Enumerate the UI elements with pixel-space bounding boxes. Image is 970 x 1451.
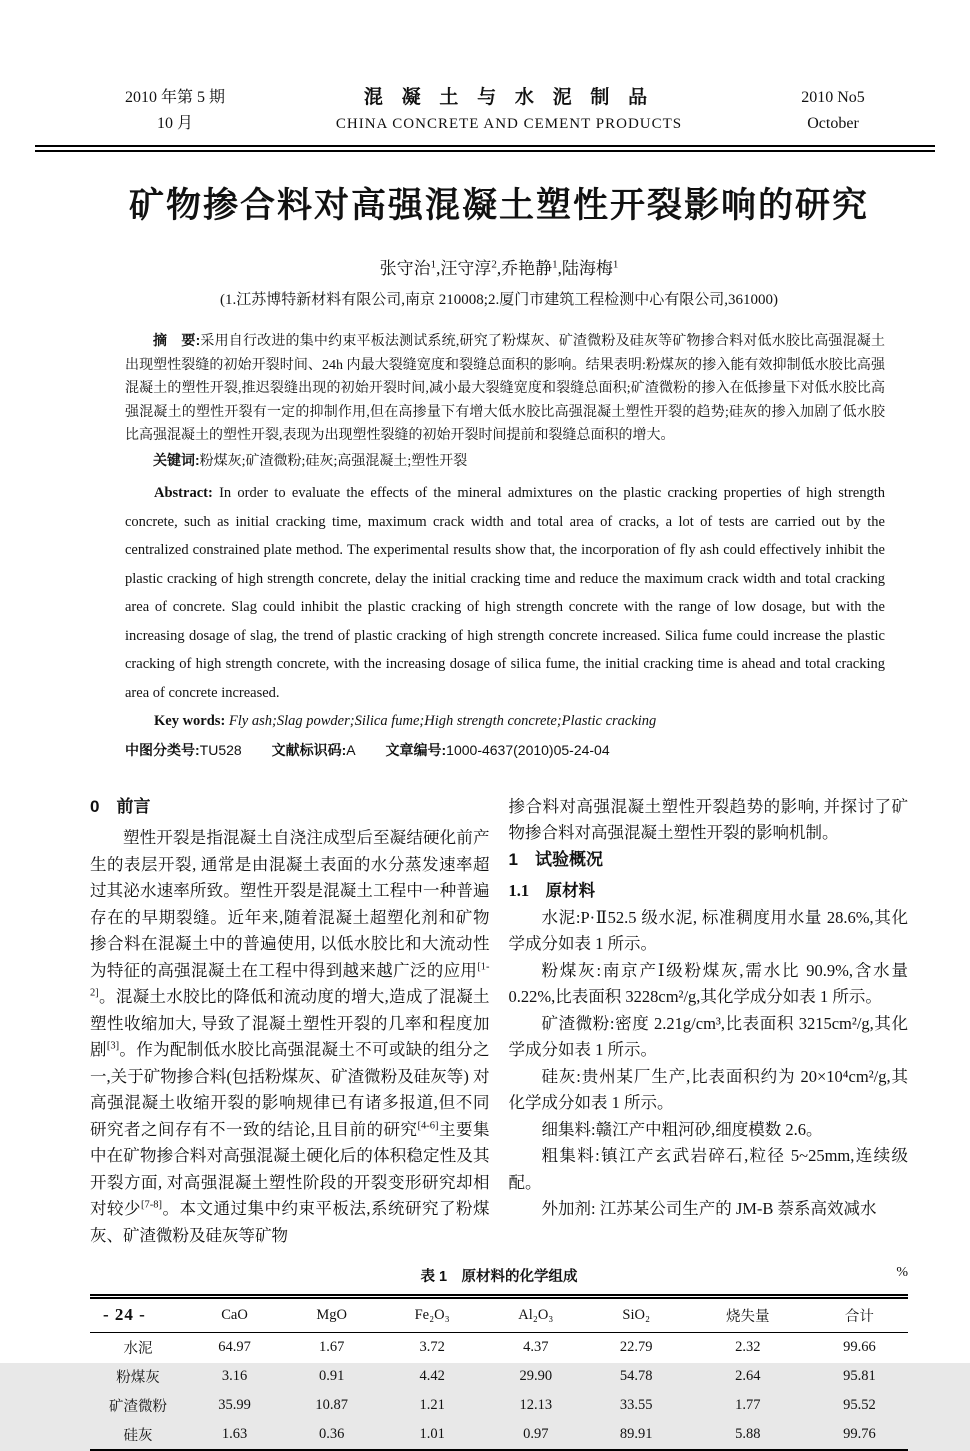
body-text: 主要集中在矿物掺合料对高强混凝土硬化后的体积稳定性及其开裂方面, 对高强混凝土塑性阶段的开裂变形研究却相对较少	[90, 1119, 490, 1218]
journal-name-en: CHINA CONCRETE AND CEMENT PRODUCTS	[335, 116, 683, 132]
section-1-heading: 1 试验概况	[508, 849, 603, 869]
author	[436, 259, 497, 278]
table-cell: 1.67	[319, 1339, 345, 1355]
author-name: 张守治	[379, 259, 431, 278]
chemical-composition-table	[90, 1294, 908, 1451]
left-column	[90, 794, 490, 1250]
table-1-unit: %	[896, 1265, 908, 1280]
table-cell: 0.97	[523, 1426, 549, 1442]
body-text: 。本文通过集中约束平板法,系统研究了粉煤灰、矿渣微粉及硅灰等矿物	[90, 1199, 490, 1245]
table-cell: 64.97	[218, 1339, 251, 1355]
section-0-paragraph	[90, 825, 490, 1249]
table-cell: 29.90	[519, 1368, 553, 1384]
section-1-1-heading: 1.1 原材料	[508, 881, 596, 900]
clc-group	[125, 742, 242, 758]
journal-issue-cn	[90, 85, 260, 137]
table-cell: 95.52	[843, 1397, 876, 1413]
author	[497, 259, 558, 278]
material-paragraph-admixture: 外加剂: 江苏某公司生产的 JM-B 萘系高效减水	[541, 1199, 877, 1218]
table-header-cell: Fe₂O₃	[380, 1297, 484, 1333]
table-cell: 4.42	[419, 1368, 445, 1384]
continuation-paragraph: 掺合料对高强混凝土塑性开裂趋势的影响, 并探讨了矿物掺合料对高强混凝土塑性开裂的影响机制。	[508, 796, 908, 842]
body-columns	[90, 794, 908, 1250]
table-header-cell: Al₂O₃	[484, 1297, 588, 1333]
author-affil-sup: 1	[552, 258, 558, 271]
author-affil-sup: 1	[430, 258, 437, 271]
table-row	[90, 1333, 908, 1363]
keywords-en-label: Key words:	[154, 713, 226, 729]
material-paragraph-fine-aggregate: 细集料:赣江产中粗河砂,细度模数 2.6。	[541, 1119, 823, 1139]
header-divider-rule	[35, 145, 935, 152]
month-cn-line: 10 月	[156, 115, 193, 132]
section-0-heading: 0 前言	[90, 796, 151, 816]
keywords-cn-line	[125, 449, 885, 474]
body-text: 。混凝土水胶比的降低和流动度的增大,造成了混凝土塑性收缩加大, 导致了混凝土塑性开裂的几率和程度加剧	[90, 987, 490, 1059]
material-paragraph-silica-fume: 硅灰:贵州某厂生产,比表面积约为 20×10⁴cm²/g,其化学成分如表 1 所示。	[508, 1066, 908, 1112]
doc-code-label: 文献标识码:	[271, 741, 347, 758]
author	[380, 259, 437, 278]
author-affil-sup: 2	[491, 258, 497, 271]
material-paragraph-fly-ash: 粉煤灰:南京产Ⅰ级粉煤灰,需水比 90.9%,含水量 0.22%,比表面积 3228cm²/g,其化学成分如表 1 所示。	[508, 960, 908, 1006]
table-cell: 54.78	[619, 1368, 653, 1384]
article-id-group	[386, 742, 610, 758]
issue-cn-line: 2010 年第 5 期	[124, 89, 225, 106]
table-cell: 0.36	[319, 1426, 345, 1442]
table-cell: 12.13	[519, 1397, 553, 1413]
material-name-cell: 矿渣微粉	[109, 1399, 167, 1415]
citation-ref: [3]	[106, 1040, 120, 1052]
citation-ref: [7-8]	[140, 1199, 162, 1211]
table-cell: 1.01	[419, 1426, 445, 1442]
author	[558, 259, 619, 278]
citation-ref: [4-6]	[417, 1120, 439, 1131]
table-cell: 2.32	[735, 1339, 761, 1355]
table-row	[90, 1362, 908, 1391]
material-name-cell: 水泥	[123, 1341, 153, 1357]
month-en-line: October	[807, 115, 859, 132]
table-cell: 2.64	[735, 1368, 761, 1384]
author-name: ,汪守淳	[436, 259, 492, 278]
journal-name-block	[260, 85, 758, 137]
table-header-cell: 合计	[811, 1297, 908, 1333]
abstract-cn-text: 采用自行改进的集中约束平板法测试系统,研究了粉煤灰、矿渣微粉及硅灰等矿物掺合料对低水胶比高强混凝土出现塑性裂缝的初始开裂时间、24h 内最大裂缝宽度和裂缝总面积的影响。结果表明:粉煤灰的掺入能有效抑制低水胶比高强混凝土的塑性开裂,推迟裂缝出现的初始开裂时间,减小最大裂缝宽度和裂缝总面积;矿渣微粉的掺入在低掺量下对低水胶比高强混凝土的塑性开裂有一定的抑制作用,但在高掺量下有增大低水胶比高强混凝土塑性开裂的趋势;硅灰的掺入加剧了低水胶比高强混凝土的塑性开裂,表现为出现塑性裂缝的初始开裂时间提前和裂缝总面积的增大。	[125, 334, 885, 443]
table-cell: 99.66	[843, 1339, 876, 1355]
table-header-cell: SiO₂	[588, 1297, 685, 1333]
abstract-en-paragraph	[125, 479, 885, 707]
right-column	[509, 794, 909, 1250]
abstract-cn-paragraph	[125, 329, 885, 448]
table-row	[90, 1420, 908, 1450]
table-cell: 22.79	[619, 1339, 653, 1355]
table-cell: 89.91	[619, 1426, 653, 1442]
article-id-label: 文章编号:	[385, 741, 447, 758]
journal-issue-en	[758, 85, 908, 137]
table-header-cell: CaO	[186, 1297, 283, 1333]
table-header	[90, 1297, 908, 1333]
table-cell: 1.63	[221, 1426, 248, 1442]
table-cell: 5.88	[735, 1426, 761, 1442]
keywords-en-line	[125, 707, 885, 736]
body-text: 。作为配制低水胶比高强混凝土不可或缺的组分之一,关于矿物掺合料(包括粉煤灰、矿渣微粉及硅灰等) 对高强混凝土收缩开裂的影响规律已有诸多报道,但不同研究者之间存有不一致的结论,且目前的研究	[90, 1040, 490, 1139]
table-1-block	[90, 1265, 908, 1451]
keywords-cn-text: 粉煤灰;矿渣微粉;硅灰;高强混凝土;塑性开裂	[199, 453, 468, 469]
journal-header	[90, 85, 908, 137]
material-name-cell: 粉煤灰	[116, 1370, 160, 1386]
issue-en-line: 2010 No5	[801, 89, 865, 106]
clc-value: TU528	[199, 741, 242, 758]
table-cell: 95.81	[843, 1368, 876, 1384]
material-name-cell: 硅灰	[123, 1428, 153, 1444]
abstract-en-label: Abstract:	[154, 485, 213, 501]
table-cell: 10.87	[315, 1397, 349, 1413]
abstract-en-block	[125, 479, 885, 736]
doc-code-value: A	[346, 741, 356, 758]
material-paragraph-cement: 水泥:P·Ⅱ52.5 级水泥, 标准稠度用水量 28.6%,其化学成分如表 1 所示。	[508, 907, 908, 953]
classification-line	[125, 740, 885, 760]
table-1-caption	[90, 1265, 908, 1286]
doc-code-group	[272, 742, 356, 758]
abstract-cn-label: 摘 要:	[153, 332, 201, 348]
table-cell: 1.21	[419, 1397, 445, 1413]
authors-line	[90, 254, 908, 279]
table-row	[90, 1391, 908, 1420]
keywords-cn-label: 关键词:	[153, 451, 200, 468]
material-paragraph-slag: 矿渣微粉:密度 2.21g/cm³,比表面积 3215cm²/g,其化学成分如表 1 所示。	[508, 1013, 908, 1059]
affiliation-line: (1.江苏博特新材料有限公司,南京 210008;2.厦门市建筑工程检测中心有限公司,361000)	[220, 292, 778, 308]
table-body	[90, 1333, 908, 1451]
table-cell: 1.77	[735, 1397, 761, 1413]
abstract-en-text: In order to evaluate the effects of the mineral admixtures on the plastic cracking properties of high strength concrete, such as initial cracking time, maximum crack width and total area of cracks, a lot of tests are carried out by the centralized constrained plate method. The experimental results show that, the incorporation of fly ash could effectively inhibit the plastic cracking of high strength concrete, delay the initial cracking time and reduce the maximum crack width and total cracking area of concrete. Slag could inhibit the plastic cracking of high strength concrete with the range of low dosage, but with the increasing dosage of slag, the trend of plastic cracking of high strength concrete increased. Silica fume could increase the plastic cracking of high strength concrete, with the increasing dosage of silica fume, the initial cracking time is ahead and total cracking area of concrete increased.	[125, 485, 885, 701]
page-number: - 24 -	[103, 1305, 146, 1324]
table-1-title: 表 1 原材料的化学组成	[420, 1269, 578, 1285]
table-header-row	[90, 1297, 908, 1333]
table-cell: 3.16	[221, 1368, 248, 1384]
author-name: ,乔艳静	[496, 259, 553, 278]
table-cell: 35.99	[218, 1397, 251, 1413]
article-title: 矿物掺合料对高强混凝土塑性开裂影响的研究	[128, 186, 869, 225]
table-header-cell: MgO	[283, 1297, 380, 1333]
keywords-en-text: Fly ash;Slag powder;Silica fume;High strength concrete;Plastic cracking	[228, 713, 657, 729]
author-name: ,陆海梅	[557, 259, 613, 278]
table-header-cell: 烧失量	[685, 1297, 811, 1333]
body-text: 塑性开裂是指混凝土自浇注成型后至凝结硬化前产生的表层开裂, 通常是由混凝土表面的水分蒸发速率超过其泌水速率所致。塑性开裂是混凝土工程中一种普遍存在的早期裂缝。近年来,随着混凝土超塑化剂和矿物掺合料在混凝土中的普遍使用, 以低水胶比和大流动性为特征的高强混凝土在工程中得到越来越广泛的应用	[90, 828, 490, 980]
table-cell: 3.72	[419, 1339, 445, 1355]
journal-name-cn: 混 凝 土 与 水 泥 制 品	[363, 87, 655, 108]
table-cell: 33.55	[619, 1397, 653, 1413]
article-id-value: 1000-4637(2010)05-24-04	[446, 741, 610, 758]
author-affil-sup: 1	[612, 258, 619, 271]
citation-ref: [1-2]	[90, 961, 490, 999]
abstract-cn-block	[125, 329, 885, 473]
clc-label: 中图分类号:	[125, 741, 200, 758]
material-paragraph-coarse-aggregate: 粗集料:镇江产玄武岩碎石,粒径 5~25mm,连续级配。	[508, 1146, 908, 1192]
table-cell: 0.91	[319, 1368, 345, 1384]
table-cell: 99.76	[843, 1426, 876, 1442]
table-cell: 4.37	[523, 1339, 549, 1355]
